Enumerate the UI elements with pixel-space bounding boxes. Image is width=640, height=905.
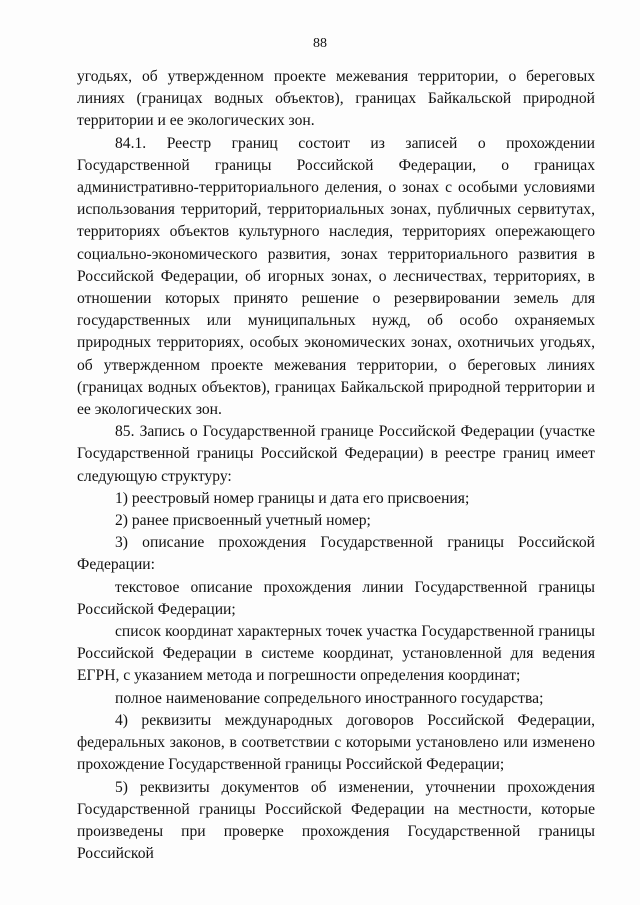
- paragraph: текстовое описание прохождения линии Государственной границы Российской Федерации;: [77, 578, 595, 618]
- paragraph: угодьях, об утвержденном проекте межевания территории, о береговых линиях (границах водных объектов), границах Байкальской природной территории и ее экологических зон.: [77, 68, 595, 130]
- paragraph: 2) ранее присвоенный учетный номер;: [115, 512, 371, 530]
- paragraph: 5) реквизиты документов об изменении, уточнении прохождения Государственной границы Российской Федерации на местности, которые произведены при проверке прохождения Государственной границы Российской: [77, 778, 595, 863]
- paragraph: 85. Запись о Государственной границе Российской Федерации (участке Государственной границы Российской Федерации) в реестре границ имеет следующую структуру:: [77, 423, 595, 485]
- page-number: 88: [313, 36, 327, 51]
- paragraph: 84.1. Реестр границ состоит из записей о прохождении Государственной границы Российской Федерации, о границах административно-территориального деления, о зонах с особыми условиями использования территорий, территориальных зонах, публичных сервитутах, территориях объектов культурного наследия, территориях опережающего социально-экономического развития, зонах территориального развития в Российской Федерации, об игорных зонах, о лесничествах, территориях, в отношении которых принято решение о резервировании земель для государственных или муниципальных нужд, об особо охраняемых природных территориях, особых экономических зонах, охотничьих угодьях, об утвержденном проекте межевания территории, о береговых линиях (границах водных объектов), границах Байкальской природной территории и ее экологических зон.: [77, 134, 595, 419]
- paragraph: 1) реестровый номер границы и дата его присвоения;: [115, 489, 470, 507]
- paragraph: список координат характерных точек участка Государственной границы Российской Федерации в системе координат, установленной для ведения ЕГРН, с указанием метода и погрешности определения координат;: [77, 623, 595, 685]
- paragraph: полное наименование сопредельного иностранного государства;: [115, 689, 544, 707]
- paragraph: 3) описание прохождения Государственной границы Российской Федерации:: [77, 534, 595, 574]
- paragraph: 4) реквизиты международных договоров Российской Федерации, федеральных законов, в соответствии с которыми установлено или изменено прохождение Государственной границы Российской Федерации;: [77, 711, 595, 774]
- document-body: [77, 66, 595, 865]
